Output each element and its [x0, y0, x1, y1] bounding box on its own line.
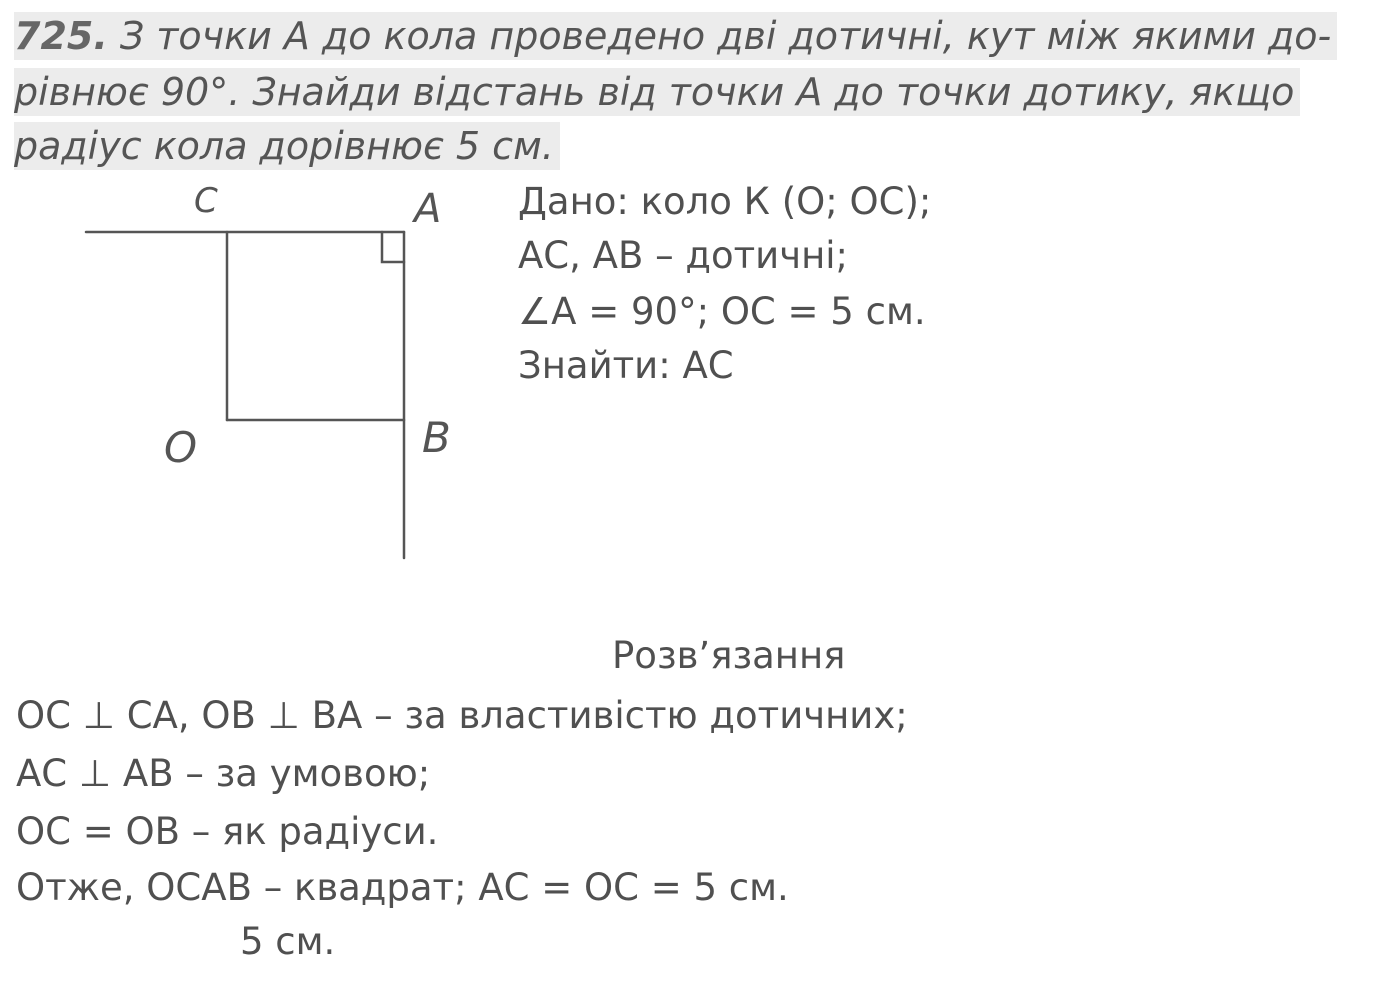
solution-heading: Розв’язання: [612, 634, 846, 677]
given-line-2: АС, АВ – дотичні;: [518, 234, 849, 277]
label-point-c: C: [194, 181, 218, 221]
problem-line-2: рівнює 90°. Знайди відстань від точки А до точки дотику, якщо: [14, 68, 1300, 116]
given-line-4: Знайти: АС: [518, 344, 734, 387]
problem-line-3: радіус кола дорівнює 5 см.: [14, 122, 560, 170]
problem-number: 725.: [14, 14, 108, 58]
given-line-1: Дано: коло К (О; ОС);: [518, 180, 932, 223]
answer: 5 см.: [240, 920, 336, 963]
given-line-3: ∠А = 90°; ОС = 5 см.: [518, 290, 926, 333]
solution-line-4: Отже, ОСАВ – квадрат; АС = ОС = 5 см.: [16, 866, 789, 909]
label-point-o: O: [164, 423, 198, 472]
solution-line-1: ОС ⊥ СА, ОВ ⊥ ВА – за властивістю дотичних;: [16, 694, 908, 737]
label-point-a: A: [414, 186, 442, 232]
problem-line-1: [14, 12, 1337, 60]
solution-line-2: АС ⊥ АВ – за умовою;: [16, 752, 431, 795]
geometry-figure: [0, 170, 500, 570]
label-point-b: B: [422, 413, 451, 462]
right-angle-mark: [382, 232, 404, 262]
solution-line-3: ОС = ОВ – як радіуси.: [16, 810, 439, 853]
problem-text-1: З точки А до кола проведено дві дотичні, кут між якими до-: [119, 14, 1332, 58]
